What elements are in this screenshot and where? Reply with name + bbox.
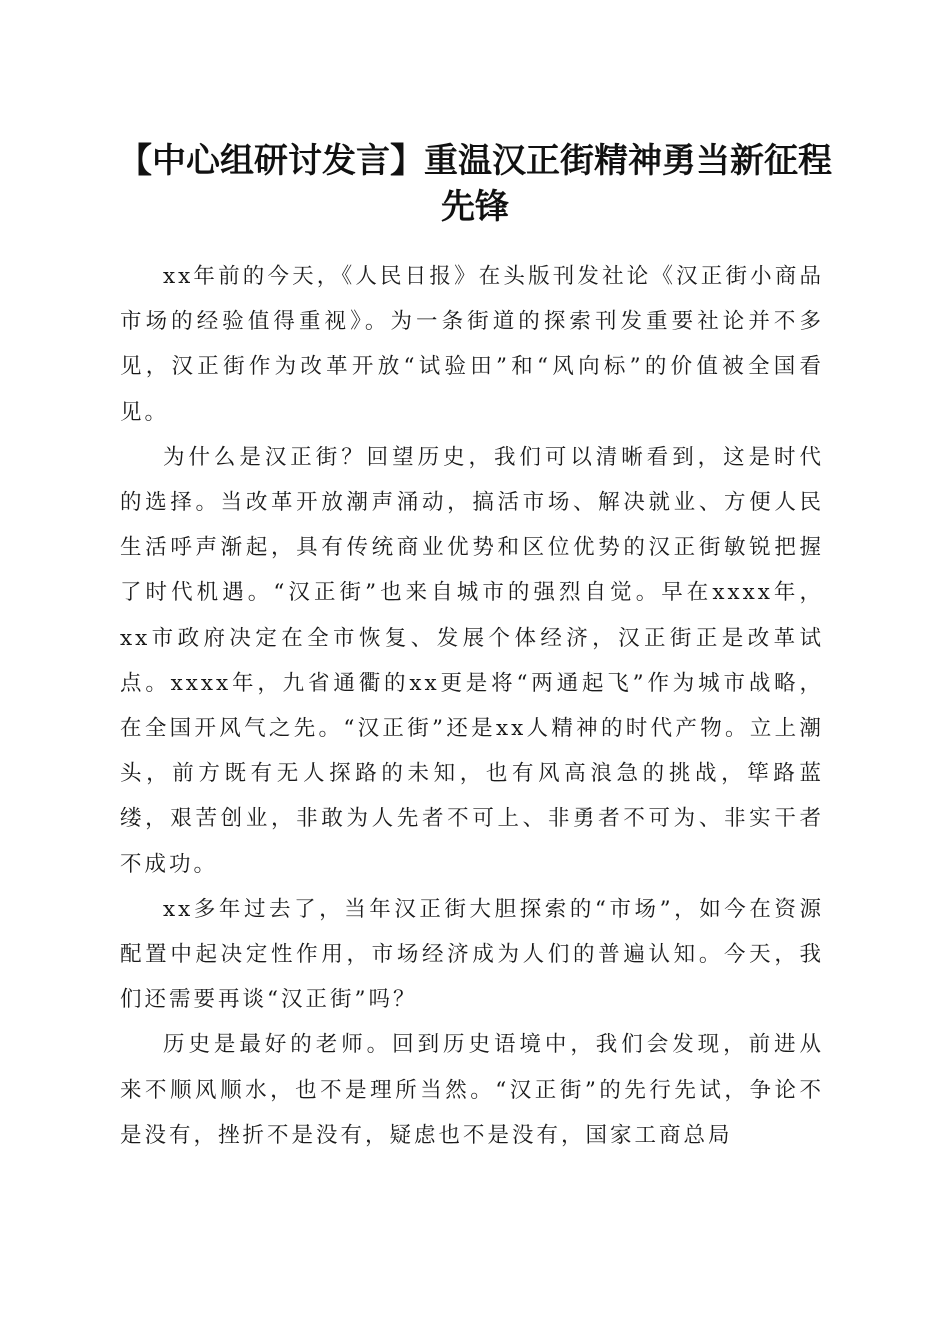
paragraph: xx多年过去了，当年汉正街大胆探索的“市场”，如今在资源配置中起决定性作用，市场经济成为人们的普遍认知。今天，我们还需要再谈“汉正街”吗？ (120, 896, 824, 1013)
document-title: 【中心组研讨发言】重温汉正街精神勇当新征程先锋 (118, 141, 832, 227)
paragraph: xx年前的今天，《人民日报》在头版刊发社论《汉正街小商品市场的经验值得重视》。为一条街道的探索刊发重要社论并不多见，汉正街作为改革开放“试验田”和“风向标”的价值被全国看见。 (120, 264, 824, 425)
paragraph: 为什么是汉正街？回望历史，我们可以清晰看到，这是时代的选择。当改革开放潮声涌动，搞活市场、解决就业、方便人民生活呼声渐起，具有传统商业优势和区位优势的汉正街敏锐把握了时代机遇。“汉正街”也来自城市的强烈自觉。早在xxxx年，xx市政府决定在全市恢复、发展个体经济，汉正街正是改革试点。xxxx年，九省通衢的xx更是将“两通起飞”作为城市战略，在全国开风气之先。“汉正街”还是xx人精神的时代产物。立上潮头，前方既有无人探路的未知，也有风高浪急的挑战，筚路蓝缕，艰苦创业，非敢为人先者不可上、非勇者不可为、非实干者不成功。 (120, 444, 824, 877)
document-body (120, 254, 824, 1158)
paragraph: 历史是最好的老师。回到历史语境中，我们会发现，前进从来不顺风顺水，也不是理所当然。“汉正街”的先行先试，争论不是没有，挫折不是没有，疑虑也不是没有，国家工商总局 (120, 1032, 824, 1148)
